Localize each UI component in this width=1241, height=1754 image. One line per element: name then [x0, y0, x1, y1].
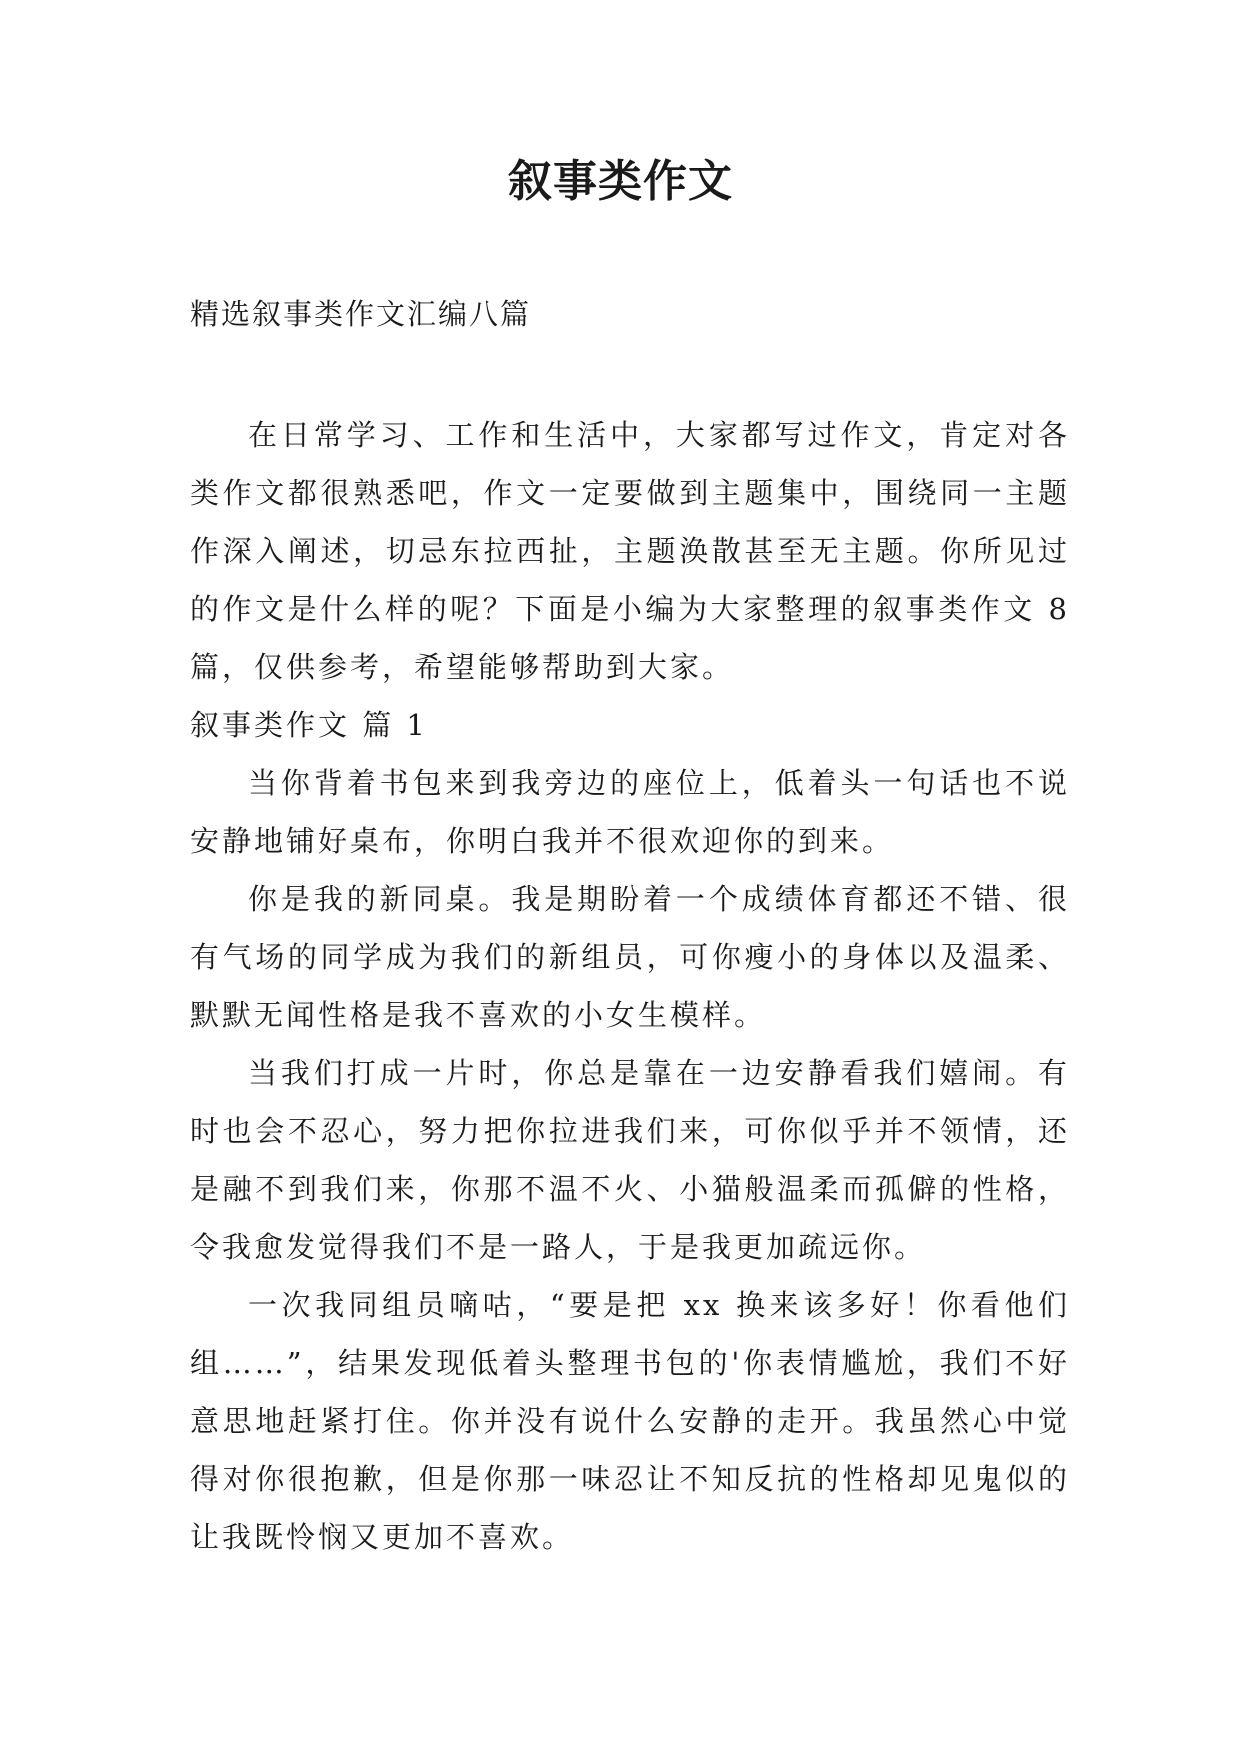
- body-paragraph: 你是我的新同桌。我是期盼着一个成绩体育都还不错、很有气场的同学成为我们的新组员，可你瘦小的身体以及温柔、默默无闻性格是我不喜欢的小女生模样。: [190, 882, 1070, 1032]
- document-subtitle: 精选叙事类作文汇编八篇: [190, 297, 532, 331]
- intro-paragraph: 在日常学习、工作和生活中，大家都写过作文，肯定对各类作文都很熟悉吧，作文一定要做到主题集中，围绕同一主题作深入阐述，切忌东拉西扯，主题涣散甚至无主题。你所见过的作文是什么样的呢？下面是小编为大家整理的叙事类作文 8 篇，仅供参考，希望能够帮助到大家。: [190, 418, 1070, 684]
- body-paragraph: 当我们打成一片时，你总是靠在一边安静看我们嬉闹。有时也会不忍心，努力把你拉进我们来，可你似乎并不领情，还是融不到我们来，你那不温不火、小猫般温柔而孤僻的性格，令我愈发觉得我们不是一路人，于是我更加疏远你。: [190, 1056, 1070, 1264]
- document-title: 叙事类作文: [508, 156, 733, 207]
- body-paragraph: 当你背着书包来到我旁边的座位上，低着头一句话也不说安静地铺好桌布，你明白我并不很欢迎你的到来。: [190, 766, 1070, 858]
- body-paragraph: 一次我同组员嘀咕，“要是把 xx 换来该多好！你看他们组……”，结果发现低着头整理书包的'你表情尴尬，我们不好意思地赶紧打住。你并没有说什么安静的走开。我虽然心中觉得对你很抱歉，但是你那一味忍让不知反抗的性格却见鬼似的让我既怜悯又更加不喜欢。: [190, 1288, 1070, 1554]
- document-body: [190, 406, 1070, 1566]
- section-heading: 叙事类作文 篇 1: [190, 708, 428, 742]
